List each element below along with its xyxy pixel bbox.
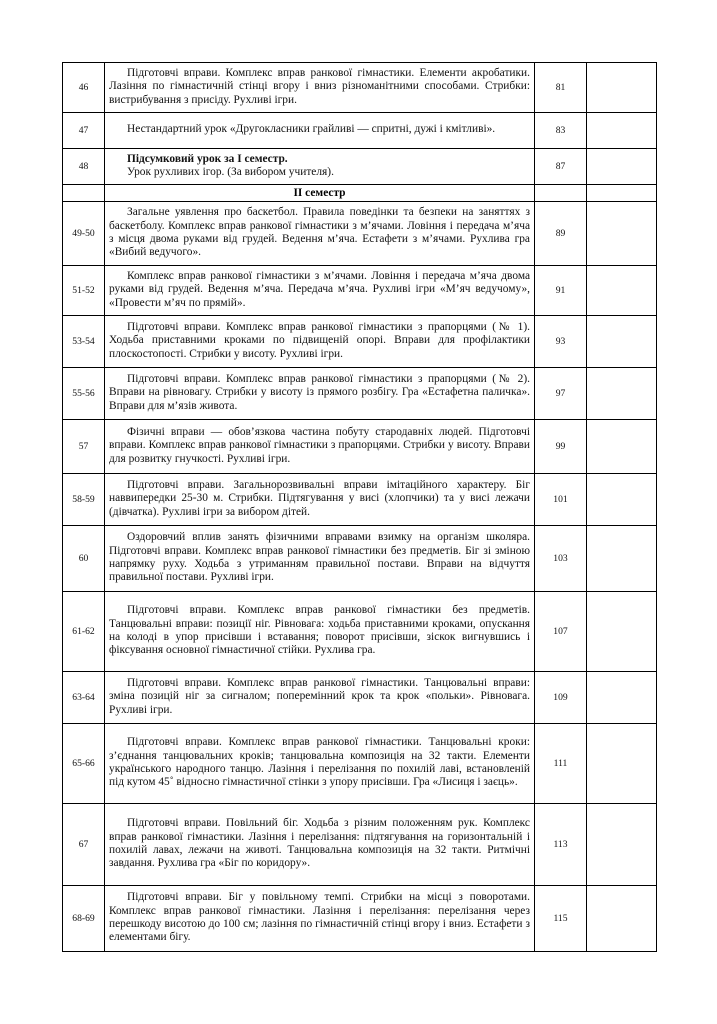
lesson-description [105, 724, 535, 804]
lesson-description [105, 63, 535, 113]
table-row [63, 368, 657, 420]
semester-title: ІІ семестр [105, 185, 535, 202]
lesson-number: 57 [63, 420, 105, 474]
lesson-description [105, 474, 535, 526]
page-number: 87 [535, 149, 587, 185]
table-row [63, 202, 657, 266]
page-number: 89 [535, 202, 587, 266]
page-number: 91 [535, 266, 587, 316]
lesson-number: 67 [63, 804, 105, 886]
page-number: 81 [535, 63, 587, 113]
lesson-number: 65-66 [63, 724, 105, 804]
table-row [63, 474, 657, 526]
lesson-number: 53-54 [63, 316, 105, 368]
lesson-description [105, 202, 535, 266]
semester-header-row [63, 185, 657, 202]
table-row [63, 266, 657, 316]
table-row [63, 63, 657, 113]
page-number: 111 [535, 724, 587, 804]
lesson-description-text: Підготовчі вправи. Комплекс вправ ранкової гімнастики. Елементи акробатики. Лазіння по гімнастичній стінці вгору і вниз різноманітними способами. Стрибки: вистрибування з присіду. Рухливі ігри. [109, 66, 530, 106]
lesson-number: 49-50 [63, 202, 105, 266]
page-number: 93 [535, 316, 587, 368]
page-number: 113 [535, 804, 587, 886]
lesson-number: 48 [63, 149, 105, 185]
lesson-description-text: Підготовчі вправи. Комплекс вправ ранкової гімнастики з прапорцями (№ 2). Вправи на рівновагу. Стрибки у висоту із прямого розбігу. Гра «Естафетна паличка». Вправи для м’язів живота. [109, 372, 530, 412]
lesson-description-text: Загальне уявлення про баскетбол. Правила поведінки та безпеки на заняттях з баскетболу. Комплекс вправ ранкової гімнастики з м’ячами. Ловіння і передача м’яча з місця двома руками від грудей. Ведення м’яча. Естафети з м’ячами. Рухлива гра «Вибий ведучого». [109, 206, 530, 259]
lesson-number: 68-69 [63, 886, 105, 952]
lesson-description [105, 149, 535, 185]
notes-cell [587, 63, 657, 113]
lesson-description-text: Фізичні вправи — обов’язкова частина побуту стародавніх людей. Підготовчі вправи. Комплекс вправ ранкової гімнастики з прапорцями. Стрибки у висоту. Вправи для розвитку гнучкості. Рухливі ігри. [109, 425, 530, 465]
lesson-description-text: Підготовчі вправи. Комплекс вправ ранкової гімнастики без предметів. Танцювальні вправи: позиції ніг. Рівновага: ходьба приставними кроками, опускання на колоді в упор присівши і вставання; поворот присівши, зіскок вигнувшись і фіксування основної гімнастичної стійки. Рухлива гра. [109, 604, 530, 657]
lesson-number: 60 [63, 526, 105, 592]
lesson-description-text: Підготовчі вправи. Комплекс вправ ранкової гімнастики. Танцювальні вправи: зміна позицій ніг за сигналом; поперемінний крок та крок «польки». Рівновага. Рухливі ігри. [109, 676, 530, 716]
page-number: 101 [535, 474, 587, 526]
lesson-description-text: Нестандартний урок «Другокласники грайливі — спритні, дужі і кмітливі». [127, 123, 496, 136]
page-number: 97 [535, 368, 587, 420]
notes-cell [587, 804, 657, 886]
notes-cell [587, 724, 657, 804]
notes-cell [587, 886, 657, 952]
lesson-description-text: Підготовчі вправи. Загальнорозвивальні вправи імітаційного характеру. Біг наввипередки 25-30 м. Стрибки. Підтягування у висі (хлопчики) та у висі лежачи (дівчатка). Рухливі ігри за вибором дітей. [109, 478, 530, 518]
table-body [63, 63, 657, 952]
lesson-description [105, 526, 535, 592]
notes-cell [587, 368, 657, 420]
lesson-description-text: Комплекс вправ ранкової гімнастики з м’ячами. Ловіння і передача м’яча двома руками від грудей. Ведення м’яча. Передача м’яча. Рухливі ігри «М’яч ведучому», «Провести м’яч по прямій». [109, 269, 530, 309]
notes-cell [587, 149, 657, 185]
page-number: 103 [535, 526, 587, 592]
empty-cell [587, 185, 657, 202]
page-number: 109 [535, 672, 587, 724]
table-row [63, 420, 657, 474]
table-row [63, 592, 657, 672]
notes-cell [587, 526, 657, 592]
notes-cell [587, 672, 657, 724]
notes-cell [587, 202, 657, 266]
page-number: 99 [535, 420, 587, 474]
lesson-description [105, 113, 535, 149]
lesson-description-text: Підготовчі вправи. Біг у повільному темпі. Стрибки на місці з поворотами. Комплекс вправ ранкової гімнастики. Лазіння і перелізання: перелізання через перешкоду висотою до 100 см; лазіння по гімнастичній стінці вгору і вниз. Естафети з елементами бігу. [109, 891, 530, 944]
lesson-description [105, 316, 535, 368]
table-row [63, 316, 657, 368]
lesson-description-text: Підготовчі вправи. Повільний біг. Ходьба з різним положенням рук. Комплекс вправ ранкової гімнастики. Лазіння і перелізання: підтягування на горизонтальній і похилій лавах, лежачи на животі. Танцювальна композиція на 32 такти. Ритмічні завдання. Рухлива гра «Біг по коридору». [109, 817, 530, 870]
lesson-description [105, 886, 535, 952]
page-number: 115 [535, 886, 587, 952]
lesson-description [105, 266, 535, 316]
table-row [63, 672, 657, 724]
notes-cell [587, 266, 657, 316]
lesson-plan-table [62, 62, 657, 952]
page-number: 107 [535, 592, 587, 672]
lesson-number: 55-56 [63, 368, 105, 420]
table-row [63, 526, 657, 592]
table-row [63, 804, 657, 886]
notes-cell [587, 316, 657, 368]
lesson-description [105, 804, 535, 886]
lesson-number: 46 [63, 63, 105, 113]
lesson-number: 61-62 [63, 592, 105, 672]
lesson-description [105, 592, 535, 672]
lesson-description-text: Урок рухливих ігор. (За вибором учителя). [127, 166, 334, 178]
page-number: 83 [535, 113, 587, 149]
notes-cell [587, 474, 657, 526]
notes-cell [587, 113, 657, 149]
lesson-number: 58-59 [63, 474, 105, 526]
table-row [63, 886, 657, 952]
lesson-description [105, 672, 535, 724]
lesson-number: 47 [63, 113, 105, 149]
lesson-number: 51-52 [63, 266, 105, 316]
empty-cell [63, 185, 105, 202]
empty-cell [535, 185, 587, 202]
table-row [63, 113, 657, 149]
table-row [63, 724, 657, 804]
lesson-description [105, 368, 535, 420]
lesson-description [105, 420, 535, 474]
lesson-description-text: Оздоровчий вплив занять фізичними вправами взимку на організм школяра. Підготовчі вправи. Комплекс вправ ранкової гімнастики без предметів. Біг зі зміною напрямку руху. Ходьба з утриманням правильної постави. Вправи на відчуття правильної постави. Рухливі ігри. [109, 531, 530, 584]
notes-cell [587, 420, 657, 474]
lesson-plan-table-page [62, 62, 656, 952]
table-row [63, 149, 657, 185]
lesson-title-bold: Підсумковий урок за І семестр. [127, 152, 288, 165]
lesson-description-text: Підготовчі вправи. Комплекс вправ ранкової гімнастики. Танцювальні кроки: з’єднання танцювальних кроків; танцювальна композиція на 32 такти. Елементи українського народного танцю. Лазіння і перелізання по похилій лаві, встановленій під кутом 45˚ відносно гімнастичної стінки з упору присівши. Гра «Лисиця і заєць». [109, 736, 530, 789]
lesson-description-text: Підготовчі вправи. Комплекс вправ ранкової гімнастики з прапорцями (№ 1). Ходьба приставними кроками по підвищеній опорі. Вправи для профілактики плоскостопості. Стрибки у висоту. Рухливі ігри. [109, 320, 530, 360]
lesson-number: 63-64 [63, 672, 105, 724]
notes-cell [587, 592, 657, 672]
